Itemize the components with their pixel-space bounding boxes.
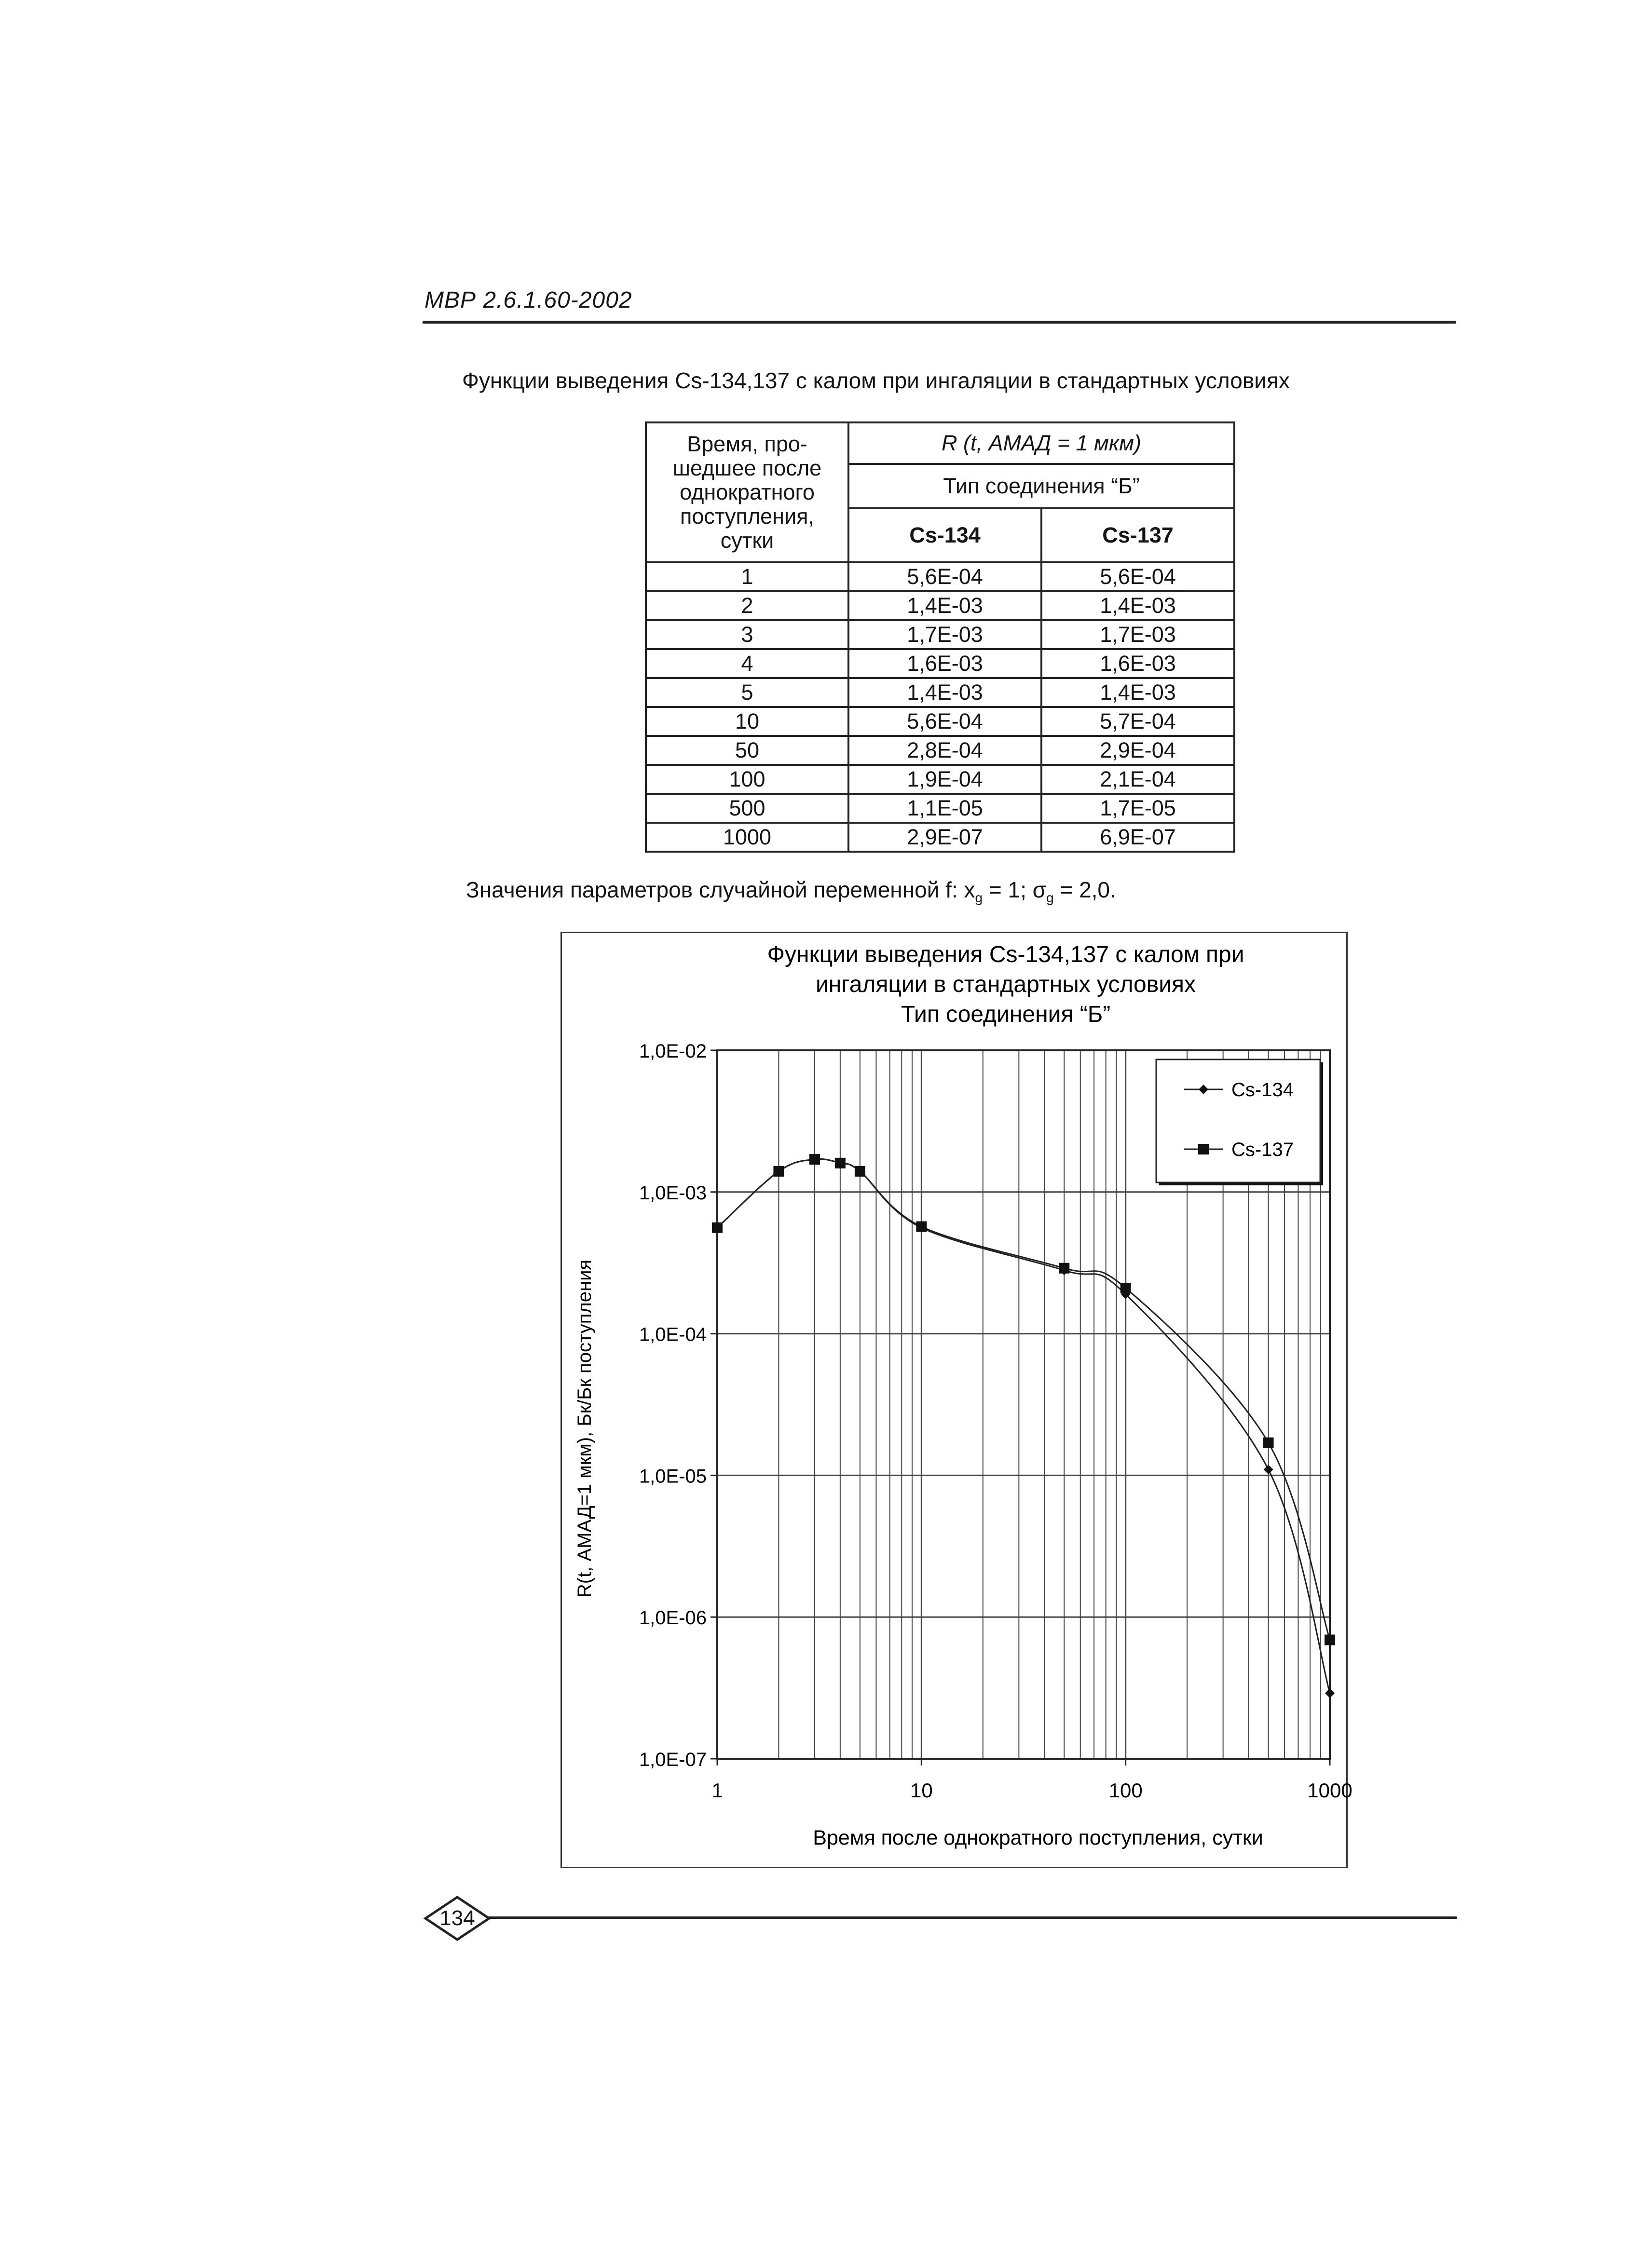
x-tick-label: 1000 xyxy=(1307,1779,1353,1802)
table-row xyxy=(646,678,1234,707)
table-row xyxy=(646,620,1234,649)
time-header-line: шедшее после xyxy=(672,456,822,480)
chart-title-line: ингаляции в стандартных условиях xyxy=(815,972,1196,997)
time-cell: 100 xyxy=(646,765,848,794)
x-tick-label: 1 xyxy=(711,1779,723,1802)
xg-subscript: g xyxy=(975,890,983,906)
table-row xyxy=(646,707,1234,736)
table-row xyxy=(646,794,1234,823)
header-rule xyxy=(423,321,1456,324)
cs134-cell: 2,8E-04 xyxy=(848,736,1041,765)
cs137-cell: 1,7E-05 xyxy=(1041,794,1234,823)
x-tick-label: 10 xyxy=(910,1779,933,1802)
cs-134-legend-label: Cs-134 xyxy=(1231,1079,1294,1100)
cs134-cell: 5,6E-04 xyxy=(848,707,1041,736)
cs137-cell: 1,4E-03 xyxy=(1041,591,1234,620)
table-caption: Функции выведения Cs-134,137 с калом при ингаляции в стандартных условиях xyxy=(462,368,1290,393)
table-row xyxy=(646,591,1234,620)
time-header-line: поступления, xyxy=(680,504,815,529)
cs137-cell: 5,7E-04 xyxy=(1041,707,1234,736)
cs-137-data-point xyxy=(1059,1263,1069,1274)
footer-rule xyxy=(487,1916,1457,1919)
chart xyxy=(562,933,1353,1867)
time-cell: 10 xyxy=(646,707,848,736)
cs-134-data-point xyxy=(1264,1465,1273,1474)
x-tick-label: 100 xyxy=(1108,1779,1143,1802)
cs137-cell: 1,4E-03 xyxy=(1041,678,1234,707)
time-column-header xyxy=(646,422,848,562)
data-table xyxy=(645,421,1235,853)
cs137-cell: 2,9E-04 xyxy=(1041,736,1234,765)
cs137-column-header: Cs-137 xyxy=(1041,508,1234,562)
cs-134-data-point xyxy=(1325,1688,1335,1698)
y-axis xyxy=(639,1041,717,1770)
x-axis-label: Время после однократного поступления, сутки xyxy=(813,1826,1263,1849)
cs134-cell: 5,6E-04 xyxy=(848,562,1041,591)
cs-137-series-line xyxy=(717,1159,1330,1640)
time-cell: 3 xyxy=(646,620,848,649)
cs137-cell: 1,6E-03 xyxy=(1041,649,1234,678)
cs134-cell: 1,4E-03 xyxy=(848,678,1041,707)
sigma-subscript: g xyxy=(1046,890,1054,906)
compound-type-header: Тип соединения “Б” xyxy=(848,464,1234,508)
table-row xyxy=(646,562,1234,591)
y-tick-label: 1,0E-02 xyxy=(639,1041,707,1062)
cs-137-data-point xyxy=(1325,1635,1335,1645)
y-tick-label: 1,0E-06 xyxy=(639,1607,707,1629)
cs134-cell: 1,1E-05 xyxy=(848,794,1041,823)
cs134-column-header: Cs-134 xyxy=(848,508,1041,562)
time-cell: 2 xyxy=(646,591,848,620)
y-axis-label: R(t, АМАД=1 мкм), Бк/Бк поступления xyxy=(574,1259,595,1598)
time-cell: 4 xyxy=(646,649,848,678)
y-tick-label: 1,0E-05 xyxy=(639,1466,707,1487)
time-header-line: Время, про- xyxy=(687,432,807,456)
legend-box xyxy=(1156,1059,1320,1182)
y-tick-label: 1,0E-07 xyxy=(639,1749,707,1770)
time-header-line: однократного xyxy=(680,480,815,504)
y-tick-label: 1,0E-03 xyxy=(639,1182,707,1204)
cs137-cell: 2,1E-04 xyxy=(1041,765,1234,794)
table-row xyxy=(646,823,1234,852)
cs137-cell: 1,7E-03 xyxy=(1041,620,1234,649)
time-cell: 1 xyxy=(646,562,848,591)
time-header-line: сутки xyxy=(720,528,774,553)
cs-137-data-point xyxy=(916,1222,927,1232)
x-axis xyxy=(711,1759,1352,1802)
cs-137-data-point xyxy=(1263,1438,1274,1448)
r-function-header: R (t, АМАД = 1 мкм) xyxy=(848,422,1234,464)
cs-137-data-point xyxy=(855,1166,865,1177)
cs134-cell: 1,4E-03 xyxy=(848,591,1041,620)
cs134-cell: 1,6E-03 xyxy=(848,649,1041,678)
chart-title-line: Функции выведения Cs-134,137 с калом при xyxy=(767,942,1244,967)
cs137-cell: 5,6E-04 xyxy=(1041,562,1234,591)
page-number: 134 xyxy=(439,1906,475,1930)
params-suffix: = 2,0. xyxy=(1053,877,1116,902)
time-cell: 50 xyxy=(646,736,848,765)
cs-137-legend-label: Cs-137 xyxy=(1231,1139,1294,1160)
cs-137-legend-marker xyxy=(1198,1144,1209,1154)
table-row xyxy=(646,765,1234,794)
cs134-cell: 1,7E-03 xyxy=(848,620,1041,649)
time-cell: 5 xyxy=(646,678,848,707)
time-cell: 1000 xyxy=(646,823,848,852)
cs-137-data-point xyxy=(809,1154,820,1165)
cs-134-series-line xyxy=(717,1159,1330,1693)
chart-title xyxy=(767,942,1244,1027)
chart-frame xyxy=(560,932,1353,1868)
chart-legend xyxy=(1156,1059,1323,1185)
cs-137-data-point xyxy=(1120,1283,1131,1293)
params-prefix: Значения параметров случайной переменной f: x xyxy=(466,877,975,902)
cs134-cell: 2,9E-07 xyxy=(848,823,1041,852)
y-tick-label: 1,0E-04 xyxy=(639,1324,707,1345)
cs134-cell: 1,9E-04 xyxy=(848,765,1041,794)
cs-137-data-point xyxy=(712,1222,723,1233)
time-cell: 500 xyxy=(646,794,848,823)
document-code: МВР 2.6.1.60-2002 xyxy=(424,287,632,313)
table-row xyxy=(646,649,1234,678)
cs-137-data-point xyxy=(773,1166,784,1177)
table-row xyxy=(646,736,1234,765)
cs137-cell: 6,9E-07 xyxy=(1041,823,1234,852)
table-body xyxy=(646,562,1234,852)
distribution-parameters xyxy=(466,877,1116,906)
chart-title-line: Тип соединения “Б” xyxy=(901,1002,1111,1027)
cs-137-data-point xyxy=(835,1158,846,1168)
params-middle: = 1; σ xyxy=(983,877,1047,902)
